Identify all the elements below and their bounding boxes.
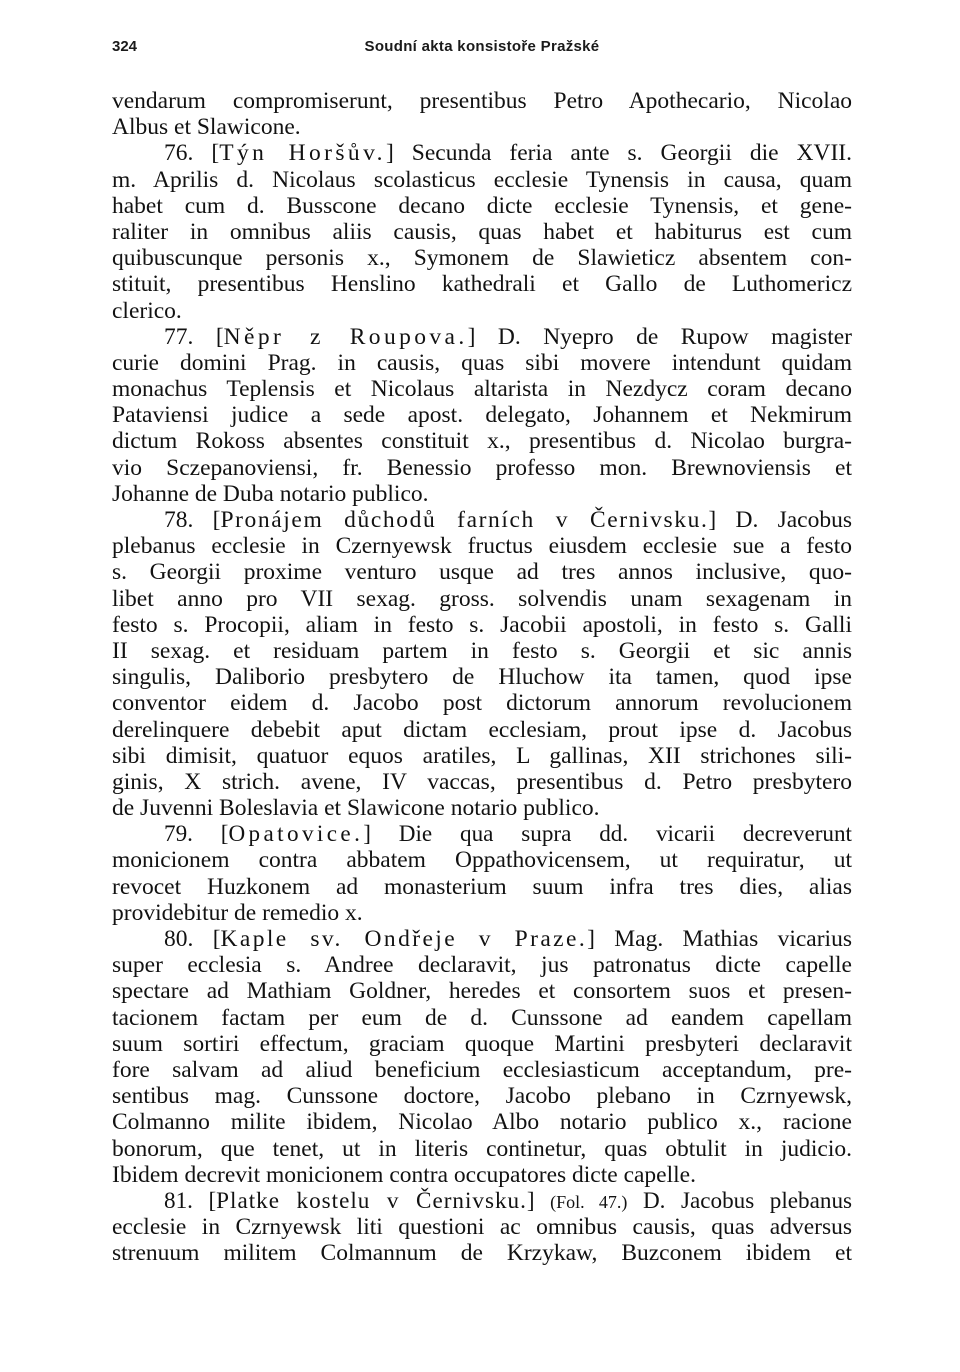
text-line: Ibidem decrevit monicionem contra occupatores dicte capelle.	[112, 1161, 696, 1188]
text-line: raliter in omnibus aliis causis, quas habet et habiturus est cum	[112, 218, 852, 245]
text-line: bonorum, que tenet, ut in literis continetur, quas obtulit in judicio.	[112, 1135, 852, 1162]
section-heading: Opatovice.	[228, 821, 364, 848]
text-line: suum sortiri effectum, graciam quoque Martini presbyteri declaravit	[112, 1030, 852, 1057]
text-line: Albus et Slawicone.	[112, 114, 301, 141]
text-line: tacionem factam per eum de d. Cunssone ad eandem capellam	[112, 1004, 852, 1031]
text-line: II sexag. et residuam partem in festo s. Georgii et sic annis	[112, 637, 852, 664]
text-line: libet anno pro VII sexag. gross. solvendis unam sexagenam in	[112, 585, 852, 612]
text-line: habet cum d. Busscone decano dicte ecclesie Tynensis, et gene-	[112, 192, 852, 219]
section-heading: Pronájem důchodů farních v Černivsku.	[220, 507, 709, 533]
text-line: 79. [Opatovice.] Die qua supra dd. vicarii decreverunt	[164, 821, 852, 848]
text-line: singulis, Daliborio presbytero de Hluchow ita tamen, quod ipse	[112, 664, 852, 691]
text-line: super ecclesia s. Andree declaravit, jus patronatus dicte capelle	[112, 952, 852, 979]
body-text	[112, 88, 852, 1266]
text-line: 81. [Platke kostelu v Černivsku.] (Fol. 47.) D. Jacobus plebanus	[164, 1187, 853, 1214]
text-line: 78. [Pronájem důchodů farních v Černivsku.] D. Jacobus	[164, 507, 852, 533]
text-line: monicionem contra abbatem Oppathovicensem, ut requiratur, ut	[112, 847, 852, 874]
text-line: ginis, X strich. avene, IV vaccas, presentibus d. Petro presbytero	[112, 768, 852, 795]
text-line: sentibus mag. Cunssone doctore, Jacobo plebano in Czrnyewsk,	[112, 1083, 852, 1110]
text-line: 76. [Týn Horšův.] Secunda feria ante s. Georgii die XVII.	[164, 140, 852, 167]
text-line: monachus Teplensis et Nicolaus altarista in Nezdycz coram decano	[112, 376, 852, 403]
text-line: stituit, presentibus Henslino kathedrali et Gallo de Luthomericz	[112, 271, 852, 298]
folio-reference: (Fol. 47.)	[550, 1191, 628, 1212]
text-line: festo s. Procopii, aliam in festo s. Jacobii apostoli, in festo s. Galli	[112, 611, 852, 638]
text-line: revocet Huzkonem ad monasterium suum infra tres dies, alias	[112, 873, 852, 900]
text-line: strenuum militem Colmannum de Krzykaw, Buzconem ibidem et	[112, 1240, 852, 1267]
text-line: dictum Rokoss absentes constituit x., presentibus d. Nicolao burgra-	[112, 428, 852, 455]
text-line: 77. [Něpr z Roupova.] D. Nyepro de Rupow magister	[164, 323, 852, 350]
text-line: 80. [Kaple sv. Ondřeje v Praze.] Mag. Mathias vicarius	[164, 926, 852, 952]
text-line: sibi dimisit, quatuor equos aratiles, L gallinas, XII strichones sili-	[112, 742, 852, 769]
text-line: Colmanno milite ibidem, Nicolao Albo notario publico x., racione	[112, 1109, 852, 1136]
text-line: derelinquere debebit aput dictam ecclesiam, prout ipse d. Jacobus	[112, 716, 852, 743]
section-heading: Něpr z Roupova.	[223, 323, 468, 350]
text-line: clerico.	[112, 297, 182, 324]
text-line: vendarum compromiserunt, presentibus Petro Apothecario, Nicolao	[112, 88, 852, 114]
text-line: vio Sczepanoviensi, fr. Benessio professo mon. Brewnoviensis et	[112, 454, 852, 481]
text-line: spectare ad Mathiam Goldner, heredes et consortem suos et presen-	[112, 978, 852, 1005]
section-heading: Týn Horšův.	[219, 140, 386, 167]
section-heading: Platke kostelu v Černivsku.	[216, 1187, 527, 1214]
text-line: curie domini Prag. in causis, quas sibi movere intendunt quidam	[112, 349, 852, 376]
text-line: fore salvam ad aliud beneficium ecclesiasticum acceptandum, pre-	[112, 1056, 852, 1083]
text-line: m. Aprilis d. Nicolaus scolasticus ecclesie Tynensis in causa, quam	[112, 166, 852, 193]
text-line: Pataviensi judice a sede apost. delegato, Johannem et Nekmirum	[112, 402, 852, 429]
text-line: conventor eidem d. Jacobo post dictorum annorum revolucionem	[112, 690, 852, 717]
section-heading: Kaple sv. Ondřeje v Praze.	[220, 926, 588, 952]
text-line: ecclesie in Czrnyewsk liti questioni ac omnibus causis, quas adversus	[112, 1214, 852, 1241]
page-number: 324	[112, 38, 138, 55]
text-line: Johanne de Duba notario publico.	[112, 480, 429, 507]
running-title: Soudní akta konsistoře Pražské	[364, 38, 600, 55]
text-line: plebanus ecclesie in Czernyewsk fructus eiusdem ecclesie sue a festo	[112, 533, 852, 560]
running-header	[112, 38, 852, 60]
text-line: s. Georgii proxime venturo usque ad tres annos inclusive, quo-	[112, 559, 852, 586]
text-line: de Juvenni Boleslavia et Slawicone notario publico.	[112, 795, 600, 822]
text-line: quibuscunque personis x., Symonem de Slawieticz absentem con-	[112, 245, 852, 272]
text-line: providebitur de remedio x.	[112, 899, 363, 926]
